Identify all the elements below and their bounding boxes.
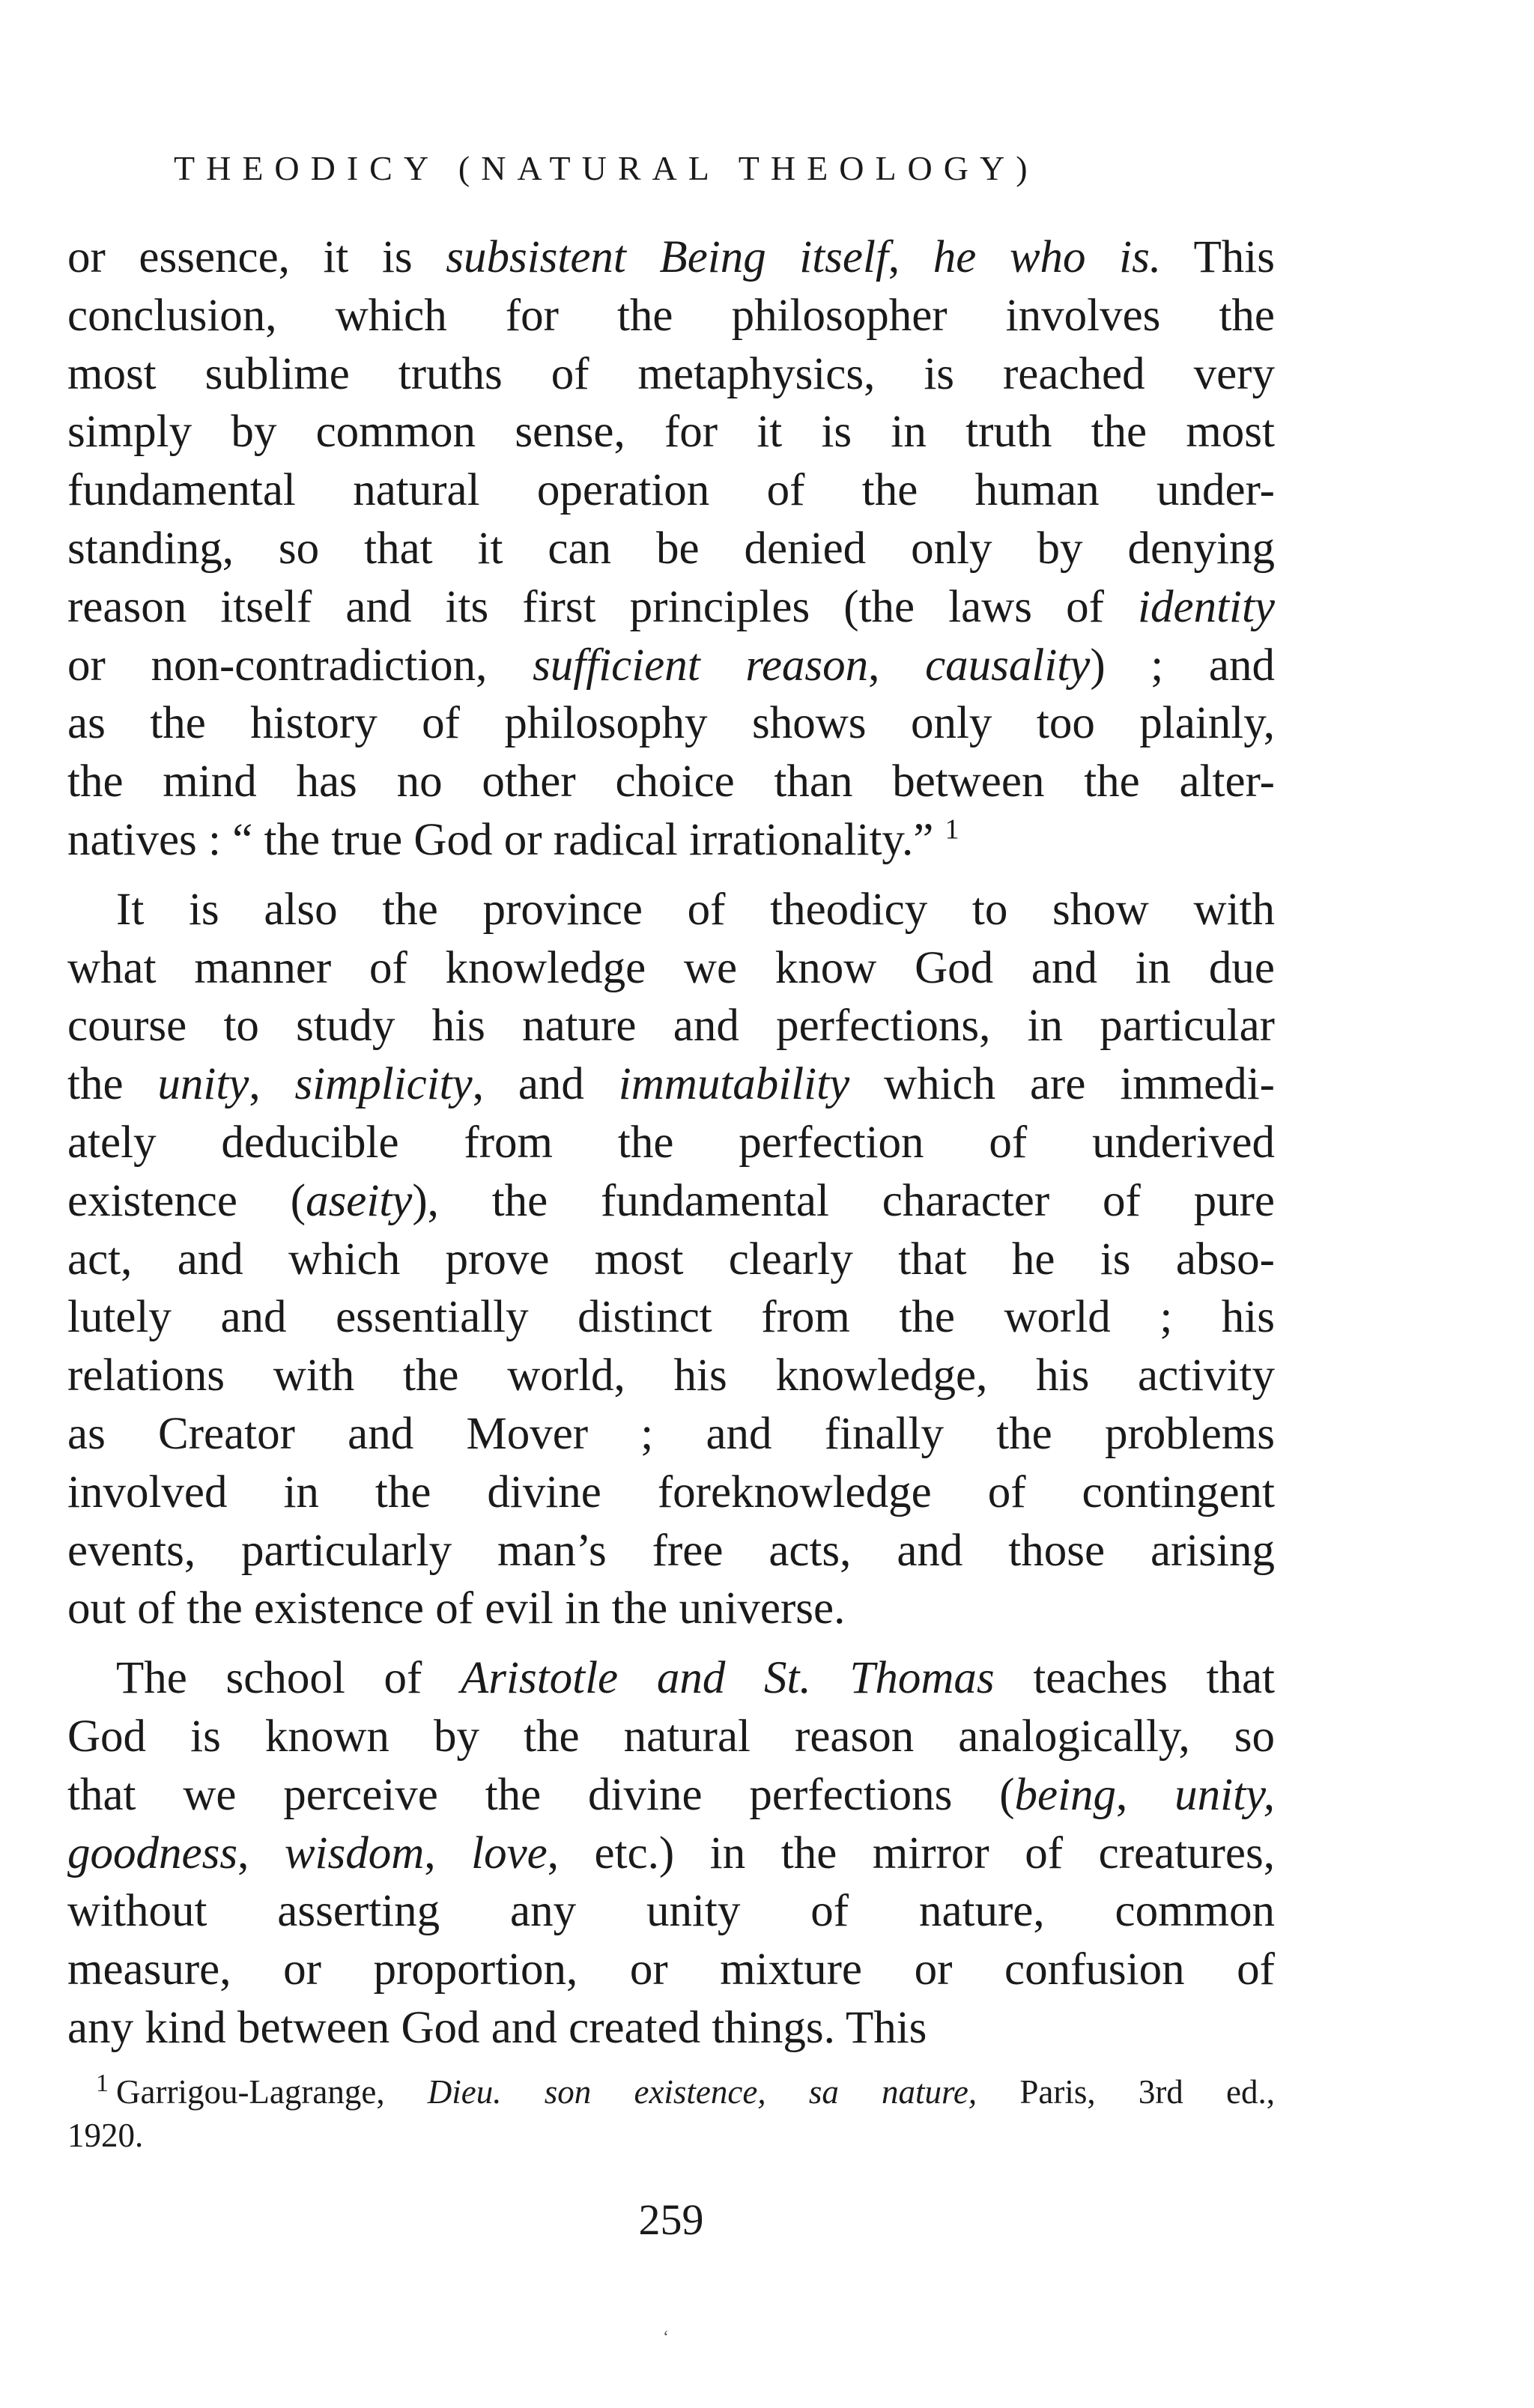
text-line: conclusion, which for the philosopher involves the — [67, 290, 1275, 341]
footnote-marker: 1 — [96, 2069, 109, 2097]
text-line: measure, or proportion, or mixture or confusion of — [67, 1944, 1275, 1995]
text-line: ately deducible from the perfection of underived — [67, 1117, 1275, 1168]
text-line: God is known by the natural reason analogically, so — [67, 1711, 1275, 1762]
text-line: fundamental natural operation of the human under- — [67, 465, 1275, 516]
text-line: events, particularly man’s free acts, and those arising — [67, 1525, 1275, 1576]
text-line: or non-contradiction, sufficient reason, causality) ; and — [67, 640, 1275, 691]
stray-mark: ʻ — [663, 2328, 669, 2347]
text-line: out of the existence of evil in the universe. — [67, 1583, 846, 1634]
text-line: The school of Aristotle and St. Thomas teaches that — [116, 1653, 1275, 1704]
footnote — [67, 2070, 1275, 2157]
text-line: reason itself and its first principles (the laws of identity — [67, 581, 1275, 632]
footnote-line: 1920. — [67, 2117, 144, 2154]
text-line: existence (aseity), the fundamental character of pure — [67, 1175, 1275, 1226]
paragraph — [67, 881, 1275, 1638]
text-line: lutely and essentially distinct from the world ; his — [67, 1292, 1275, 1343]
text-line: standing, so that it can be denied only by denying — [67, 523, 1275, 574]
text-line: It is also the province of theodicy to show with — [116, 884, 1275, 935]
text-line: course to study his nature and perfections, in particular — [67, 1001, 1275, 1052]
text-line: the unity, simplicity, and immutability which are immedi- — [67, 1059, 1275, 1110]
body-text — [67, 228, 1275, 2057]
text-line: the mind has no other choice than between the alter- — [67, 756, 1275, 807]
paragraph — [67, 228, 1275, 870]
text-line: any kind between God and created things. This — [67, 2002, 927, 2053]
text-line: without asserting any unity of nature, common — [67, 1886, 1275, 1937]
text-line: as Creator and Mover ; and finally the problems — [67, 1408, 1275, 1459]
running-header: THEODICY (NATURAL THEOLOGY) — [174, 149, 1039, 187]
text-line: as the history of philosophy shows only too plainly, — [67, 698, 1275, 749]
text-line: involved in the divine foreknowledge of contingent — [67, 1467, 1275, 1517]
text-line: what manner of knowledge we know God and in due — [67, 942, 1275, 993]
text-line: simply by common sense, for it is in truth the most — [67, 407, 1275, 458]
text-line: natives : “ the true God or radical irrationality.” $^1$ — [67, 813, 959, 865]
text-line: act, and which prove most clearly that he is abso- — [67, 1234, 1275, 1285]
text-line: most sublime truths of metaphysics, is reached very — [67, 348, 1275, 399]
text-line: that we perceive the divine perfections (being, unity, — [67, 1769, 1275, 1820]
page-number: 259 — [638, 2195, 704, 2244]
footnote-reference: 1 — [945, 813, 959, 846]
text-line: relations with the world, his knowledge, his activity — [67, 1350, 1275, 1401]
text-line: or essence, it is subsistent Being itself, he who is. This — [67, 232, 1275, 282]
footnote-line: $^1$ Garrigou-Lagrange, Dieu. son existence, sa nature, Paris, 3rd ed., — [96, 2069, 1275, 2111]
text-line: goodness, wisdom, love, etc.) in the mirror of creatures, — [67, 1828, 1275, 1878]
paragraph — [67, 1649, 1275, 2057]
